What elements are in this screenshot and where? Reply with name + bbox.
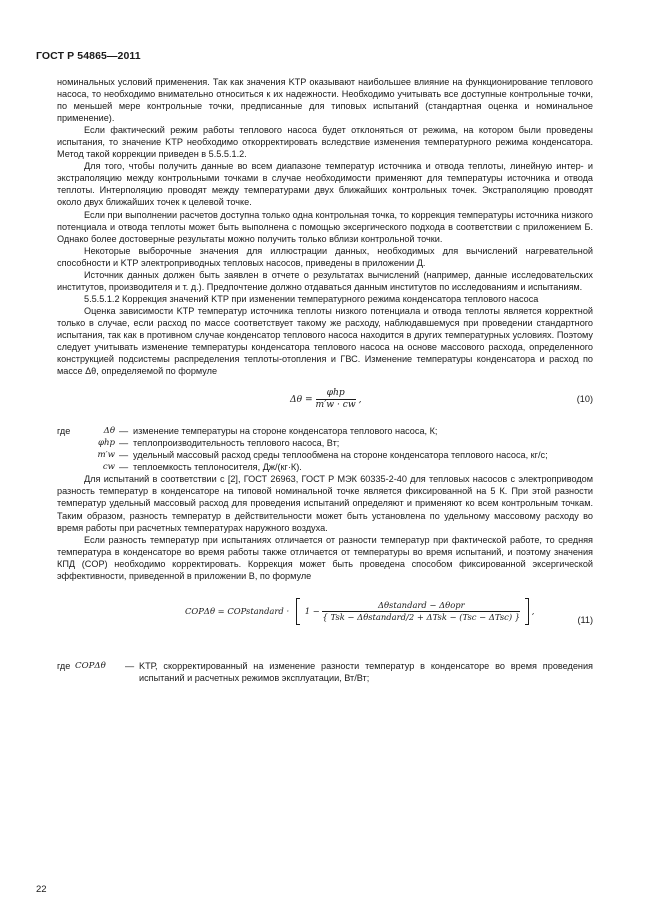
formula-10-lhs: Δθ = — [290, 395, 313, 406]
formula-10-number: (10) — [576, 394, 593, 405]
definition-item — [57, 437, 593, 449]
definitions-list — [57, 425, 593, 473]
paragraph-5: Некоторые выборочные значения для иллюстрации данных, необходимых для вычислений нагревательной способности и KТР электроприводных тепловых насосов, приведены в приложении Д. — [57, 245, 593, 268]
paragraph-7: Оценка зависимости KТР температур источника теплоты низкого потенциала и отвода теплоты является корректной только в случае, если расход по массе соответствует такому же расходу, наблюдавшемуся при проведении стандартного испытания, так как в противном случае конденсатор теплового насоса находится в других температурных условиях. Поэтому следует учитывать изменение температуры конденсатора теплового насоса на основе массового расхода, определенного конструкцией подсистемы распределения теплоты-отопления и ГВС. Изменение температуры конденсатора и расход по массе Δθ, определяемой по формуле — [57, 305, 593, 377]
definition-item — [57, 461, 593, 473]
formula-10 — [57, 387, 593, 417]
definition-item-cop — [57, 660, 593, 684]
paragraph-6: Источник данных должен быть заявлен в отчете о результатах вычислений (например, данные исследовательских институтов, производителя и т. д.). Предпочтение должно отдаваться данным институтов по исследованиям и испытаниям. — [57, 269, 593, 292]
definition-text: теплоемкость теплоносителя, Дж/(кг·К). — [133, 462, 302, 473]
document-body — [57, 76, 593, 684]
formula-11-numerator: Δθstandard − Δθopr — [322, 600, 520, 612]
where-label-2: где — [57, 660, 71, 671]
definition-dash: — — [119, 462, 129, 473]
paragraph-1: номинальных условий применения. Так как значения KТР оказывают наибольшее влияние на функционирование теплового насоса, то необходимо внимательно относиться к их надежности. Необходимо учитывать все доступные контрольные точки, по меньшей мере контрольные точки, предписанные для типовых испытаний (стандартная оценка и номинальное применение). — [57, 77, 593, 124]
formula-11-number: (11) — [577, 614, 593, 625]
formula-10-denominator: m′w · cw — [315, 400, 356, 411]
definition-dash: — — [125, 660, 135, 671]
definition-text: KТР, скорректированный на изменение разности температур в конденсаторе во время проведения испытаний и расчетных режимов эксплуатации, Вт/Вт; — [139, 660, 593, 683]
where-label: где — [57, 426, 71, 437]
formula-11-expression — [185, 598, 534, 625]
definition-text: изменение температуры на стороне конденсатора теплового насоса, К; — [133, 426, 438, 437]
formula-11-fraction — [322, 600, 520, 623]
formula-11-lhs: COPΔθ = COPstandard · — [185, 606, 290, 617]
definition-item — [57, 425, 593, 437]
document-header: ГОСТ Р 54865—2011 — [36, 50, 141, 62]
definition-text: удельный массовый расход среды теплообмена на стороне конденсатора теплового насоса, кг/с; — [133, 450, 548, 461]
formula-11-bracket — [296, 598, 529, 625]
section-heading-5-5-5-1-2: 5.5.5.1.2 Коррекция значений KТР при изменении температурного режима конденсатора теплового насоса — [84, 293, 539, 304]
formula-10-fraction — [316, 388, 356, 411]
definition-gap — [57, 437, 75, 449]
paragraph-3: Для того, чтобы получить данные во всем диапазоне температур источника и отвода теплоты, линейную интер- и экстраполяцию между контрольными точками в случае необходимости применяют для температуры источника и отвода теплоты. Интерполяцию проводят между температурами двух ближайших контрольных точек. Экстраполяцию проводят около двух ближайших точек к целевой точке. — [57, 161, 593, 208]
definition-symbol: COPΔθ — [75, 660, 106, 671]
definition-gap — [57, 461, 75, 473]
definition-dash: — — [119, 426, 129, 437]
paragraph-9: Если разность температур при испытаниях отличается от разности температур при фактической работе, то средняя температура в конденсаторе во время работы также отличается от температуры во время испытаний, и поэтому значения КПД (COP) необходимо корректировать. Коррекция может быть проведена способом фиксированной эксергической эффективности, приведенной в приложении В, по формуле — [57, 534, 593, 581]
paragraph-2: Если фактический режим работы теплового насоса будет отклоняться от режима, на котором были проведены испытания, то значение KТР необходимо откорректировать вследствие изменения температурного режима конденсатора. Метод такой коррекции приведен в 5.5.5.1.2. — [57, 125, 593, 160]
definition-symbol: Δθ — [103, 426, 115, 437]
definition-symbol: φhp — [97, 438, 115, 449]
formula-10-numerator: φhp — [316, 388, 356, 400]
definition-dash: — — [119, 438, 129, 449]
page-number: 22 — [36, 884, 47, 895]
formula-11-tail: , — [531, 605, 535, 616]
definition-symbol: cw — [102, 462, 115, 473]
formula-10-expression — [290, 388, 362, 411]
paragraph-4: Если при выполнении расчетов доступна только одна контрольная точка, то коррекция температуры источника низкого потенциала и отвода теплоты может быть выполнена с помощью эксергического подхода в соответствии с приложением Б. Однако более достоверные результаты можно получить только вблизи контрольной точки. — [57, 209, 593, 244]
definition-item — [57, 449, 593, 461]
formula-11-one-minus: 1 − — [304, 605, 320, 616]
definition-dash: — — [119, 450, 129, 461]
formula-11 — [57, 592, 593, 652]
paragraph-8: Для испытаний в соответствии с [2], ГОСТ 26963, ГОСТ Р МЭК 60335-2-40 для тепловых насосов с электроприводом разность температур в конденсаторе на типовой номинальной точке является фиксированной на 5 К. При этой разности температур удельный массовый расход для проведения испытаний определяют и применяют ко всем контрольным точкам. Таким образом, разность температур в действительности может быть установлена по удельному массовому расходу во время работы при расчетных температурах наружного воздуха. — [57, 474, 593, 533]
formula-11-denominator: { Tsk − Δθstandard/2 + ΔTsk − (Tsc − ΔTsc) } — [322, 611, 521, 622]
definition-gap — [57, 449, 75, 461]
definition-symbol: m′w — [97, 450, 115, 461]
formula-10-tail: , — [358, 395, 362, 406]
definition-text: теплопроизводительность теплового насоса, Вт; — [133, 438, 340, 449]
